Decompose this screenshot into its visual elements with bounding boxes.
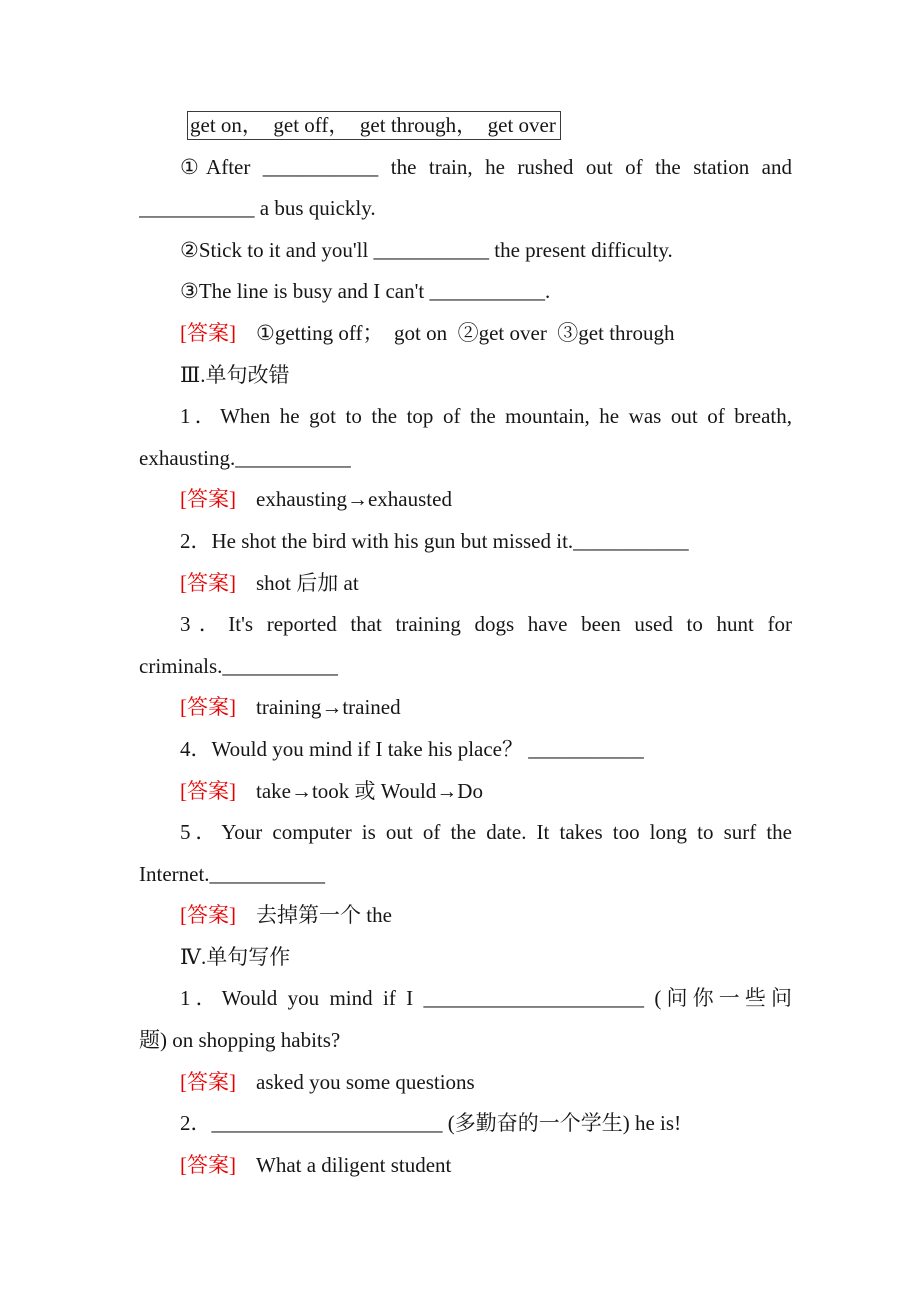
word-bank-box: get on， get off， get through， get over — [187, 111, 561, 140]
correction-answer-4 — [139, 771, 792, 813]
correction-q5-line1: 5．Your computer is out of the date. It takes too long to surf the — [180, 820, 792, 845]
answer-text: asked you some questions — [256, 1069, 475, 1094]
answer-label: [答案] — [180, 778, 236, 803]
correction-answer-3 — [139, 687, 792, 729]
correction-q3-line2: criminals.___________ — [139, 653, 338, 678]
answer-text: ①getting off； got on ②get over ③get through — [256, 320, 675, 345]
correction-q5-line2: Internet.___________ — [139, 861, 326, 886]
correction-answer-5 — [139, 895, 792, 937]
answer-text: What a diligent student — [256, 1152, 452, 1177]
answer-text: training→trained — [256, 695, 401, 720]
writing-q1-line1: 1．Would you mind if I _____________________ (问你一些问 — [180, 986, 792, 1011]
writing-q1-line2: 题) on shopping habits? — [139, 1028, 341, 1053]
answer-label: [答案] — [180, 320, 236, 345]
correction-q1-line1: 1．When he got to the top of the mountain, he was out of breath, — [180, 404, 792, 429]
answer-text: exhausting→exhausted — [256, 487, 452, 512]
fillin-answer-line — [139, 313, 792, 355]
answer-label: [答案] — [180, 1069, 236, 1094]
correction-q4-line: 4．Would you mind if I take his place？ ___________ — [180, 736, 644, 761]
correction-answer-1 — [139, 479, 792, 521]
answer-label: [答案] — [180, 903, 236, 928]
fillin-q2-line: ②Stick to it and you'll ___________ the present difficulty. — [180, 237, 673, 262]
answer-label: [答案] — [180, 487, 236, 512]
answer-label: [答案] — [180, 695, 236, 720]
writing-answer-2 — [139, 1145, 792, 1187]
correction-q2-line: 2．He shot the bird with his gun but missed it.___________ — [180, 528, 689, 553]
section-heading-writing: Ⅳ.单句写作 — [180, 944, 291, 969]
word-bank-line — [139, 105, 792, 147]
answer-text: 去掉第一个 the — [256, 903, 392, 928]
section-heading-correction: Ⅲ.单句改错 — [180, 362, 290, 387]
writing-answer-1 — [139, 1062, 792, 1104]
correction-q1-line2: exhausting.___________ — [139, 445, 351, 470]
fillin-q1-line1: ①After ___________ the train, he rushed out of the station and — [180, 154, 792, 179]
answer-label: [答案] — [180, 1152, 236, 1177]
answer-label: [答案] — [180, 570, 236, 595]
fillin-q1-line2: ___________ a bus quickly. — [139, 196, 376, 221]
writing-q2-line: 2．______________________ (多勤奋的一个学生) he is! — [180, 1111, 682, 1136]
answer-text: shot 后加 at — [256, 570, 359, 595]
answer-text: take→took 或 Would→Do — [256, 778, 483, 803]
fillin-q3-line: ③The line is busy and I can't ___________. — [180, 279, 551, 304]
correction-q3-line1: 3．It's reported that training dogs have been used to hunt for — [180, 612, 792, 637]
correction-answer-2 — [139, 563, 792, 605]
